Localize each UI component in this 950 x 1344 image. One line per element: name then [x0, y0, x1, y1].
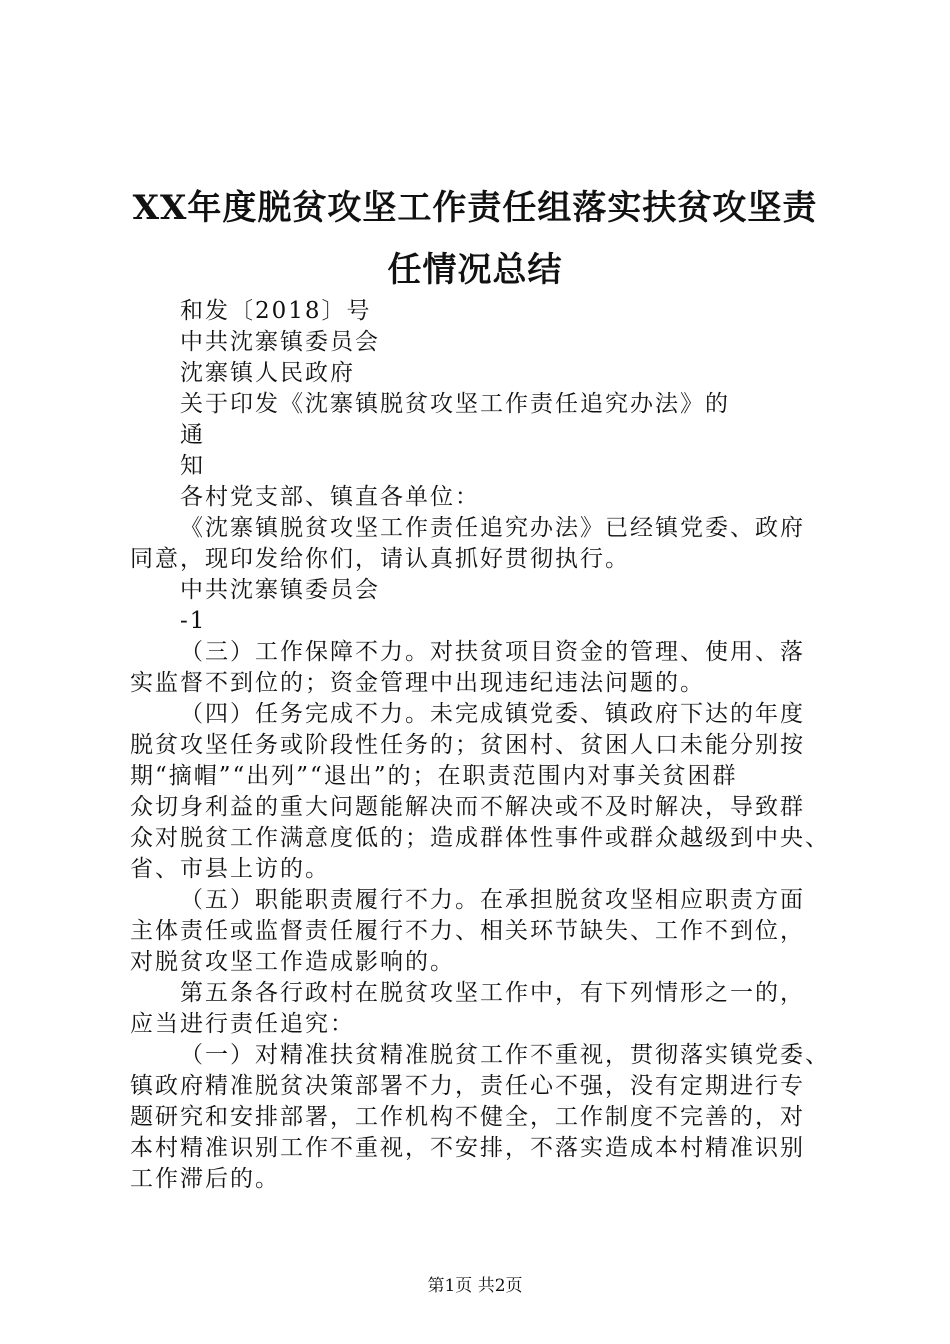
- paragraph-line: 《沈寨镇脱贫攻坚工作责任追究办法》已经镇党委、政府: [180, 515, 805, 541]
- paragraph-line: 同意，现印发给你们，请认真抓好贯彻执行。: [130, 546, 630, 572]
- paragraph-line: 对脱贫攻坚工作造成影响的。: [130, 949, 455, 975]
- document-title-line-1: XX年度脱贫攻坚工作责任组落实扶贫攻坚责: [132, 188, 818, 228]
- paragraph-line: （五）职能职责履行不力。在承担脱贫攻坚相应职责方面: [180, 887, 805, 913]
- paragraph-line: 期“摘帽”“出列”“退出”的；在职责范围内对事关贫困群: [130, 763, 738, 789]
- paragraph-line: 镇政府精准脱贫决策部署不力，责任心不强，没有定期进行专: [130, 1073, 805, 1099]
- paragraph-line: 工作滞后的。: [130, 1166, 280, 1192]
- paragraph-line: 题研究和安排部署，工作机构不健全，工作制度不完善的，对: [130, 1104, 805, 1130]
- paragraph-line: （三）工作保障不力。对扶贫项目资金的管理、使用、落: [180, 639, 805, 665]
- notice-heading-char: 知: [180, 453, 205, 479]
- paragraph-line: 应当进行责任追究：: [130, 1011, 355, 1037]
- document-title-line-2: 任情况总结: [387, 250, 563, 290]
- notice-heading: 关于印发《沈寨镇脱贫攻坚工作责任追究办法》的: [180, 391, 730, 417]
- paragraph-line: 实监督不到位的；资金管理中出现违纪违法问题的。: [130, 670, 705, 696]
- paragraph-line: 众对脱贫工作满意度低的；造成群体性事件或群众越级到中央、: [130, 825, 830, 851]
- paragraph-line: 脱贫攻坚任务或阶段性任务的；贫困村、贫困人口未能分别按: [130, 732, 805, 758]
- issuer-party-committee: 中共沈寨镇委员会: [180, 329, 380, 355]
- issuer-government: 沈寨镇人民政府: [180, 360, 355, 386]
- document-number: 和发〔2018〕号: [180, 298, 372, 324]
- page-marker: -1: [180, 608, 207, 634]
- page-footer: 第1页 共2页: [427, 1276, 523, 1296]
- paragraph-line: （四）任务完成不力。未完成镇党委、镇政府下达的年度: [180, 701, 805, 727]
- notice-heading-char: 通: [180, 422, 205, 448]
- paragraph-line: 第五条各行政村在脱贫攻坚工作中，有下列情形之一的，: [180, 980, 805, 1006]
- paragraph-line: 众切身利益的重大问题能解决而不解决或不及时解决，导致群: [130, 794, 805, 820]
- paragraph-line: （一）对精准扶贫精准脱贫工作不重视，贯彻落实镇党委、: [180, 1042, 830, 1068]
- paragraph-line: 省、市县上访的。: [130, 856, 330, 882]
- paragraph-line: 本村精准识别工作不重视，不安排，不落实造成本村精准识别: [130, 1135, 805, 1161]
- addressee: 各村党支部、镇直各单位：: [180, 484, 480, 510]
- signature-line: 中共沈寨镇委员会: [180, 577, 380, 603]
- paragraph-line: 主体责任或监督责任履行不力、相关环节缺失、工作不到位，: [130, 918, 805, 944]
